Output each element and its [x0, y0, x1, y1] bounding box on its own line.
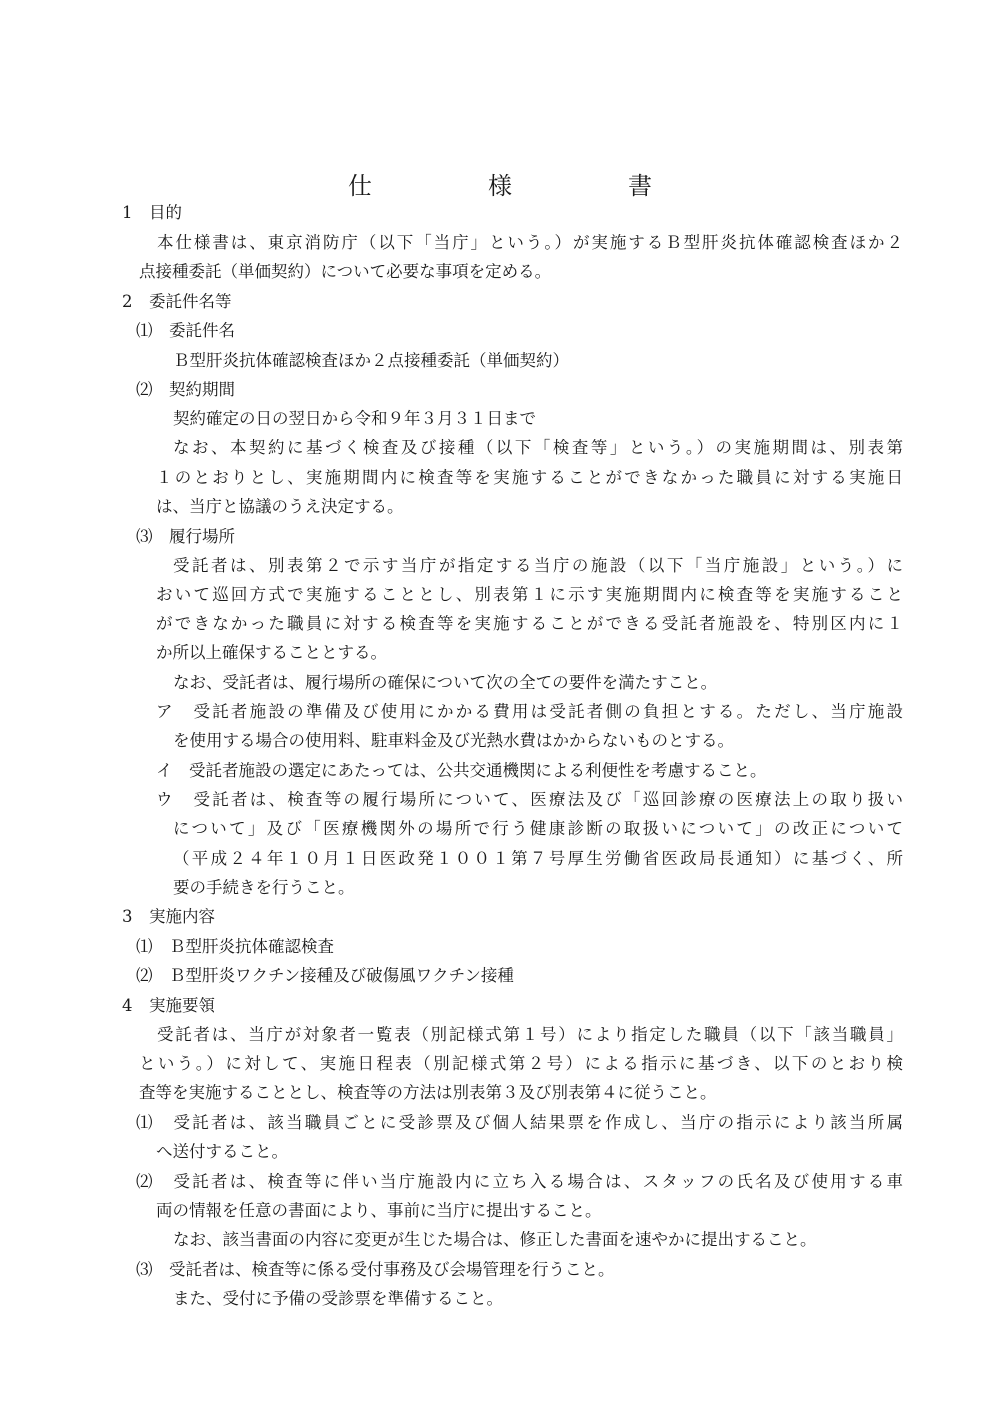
body-line: を使用する場合の使用料、駐車料金及び光熱水費はかからないものとする。: [173, 731, 734, 750]
document-title: [0, 166, 1000, 201]
body-line: Ｂ型肝炎抗体確認検査ほか２点接種委託（単価契約）: [173, 351, 569, 370]
list-item-i: イ 受託者施設の選定にあたっては、公共交通機関による利便性を考慮すること。: [156, 761, 767, 780]
body-line: なお、本契約に基づく検査及び接種（以下「検査等」という。）の実施期間は、別表第: [173, 438, 903, 457]
body-line: か所以上確保することとする。: [156, 643, 387, 662]
body-line: について」及び「医療機関外の場所で行う健康診断の取扱いについて」の改正について: [173, 819, 903, 838]
list-item-u: ウ 受託者は、検査等の履行場所について、医療法及び「巡回診療の医療法上の取り扱い: [156, 790, 903, 809]
section-heading-2: 2 委託件名等: [122, 292, 232, 311]
section-heading-3: 3 実施内容: [122, 907, 215, 926]
body-line: ができなかった職員に対する検査等を実施することができる受託者施設を、特別区内に１: [156, 614, 903, 633]
body-line: 本仕様書は、東京消防庁（以下「当庁」という。）が実施するＢ型肝炎抗体確認検査ほか２: [157, 233, 903, 252]
subsection-heading: ⑴ 委託件名: [136, 321, 235, 340]
body-line: なお、該当書面の内容に変更が生じた場合は、修正した書面を速やかに提出すること。: [173, 1230, 817, 1249]
title-char: 仕: [348, 172, 372, 200]
list-item: ⑴ 受託者は、該当職員ごとに受診票及び個人結果票を作成し、当庁の指示により該当所属: [136, 1113, 903, 1132]
body-line: 受託者は、別表第２で示す当庁が指定する当庁の施設（以下「当庁施設」という。）に: [173, 556, 903, 575]
body-line: おいて巡回方式で実施することとし、別表第１に示す実施期間内に検査等を実施すること: [156, 585, 904, 604]
section-heading-1: 1 目的: [122, 203, 182, 222]
section-heading-4: 4 実施要領: [122, 996, 215, 1015]
list-item-a: ア 受託者施設の準備及び使用にかかる費用は受託者側の負担とする。ただし、当庁施設: [156, 702, 904, 721]
body-line: （平成２４年１０月１日医政発１００１第７号厚生労働省医政局長通知）に基づく、所: [173, 849, 903, 868]
list-item: ⑶ 受託者は、検査等に係る受付事務及び会場管理を行うこと。: [136, 1260, 615, 1279]
title-char: 書: [628, 172, 652, 200]
body-line: 両の情報を任意の書面により、事前に当庁に提出すること。: [156, 1201, 602, 1220]
body-line: なお、受託者は、履行場所の確保について次の全ての要件を満たすこと。: [173, 673, 718, 692]
body-line: また、受付に予備の受診票を準備すること。: [173, 1289, 503, 1308]
subsection-heading: ⑵ Ｂ型肝炎ワクチン接種及び破傷風ワクチン接種: [136, 966, 514, 985]
subsection-heading: ⑴ Ｂ型肝炎抗体確認検査: [136, 937, 334, 956]
body-line: へ送付すること。: [156, 1142, 288, 1161]
body-line: １のとおりとし、実施期間内に検査等を実施することができなかった職員に対する実施日: [156, 468, 904, 487]
body-line: 受託者は、当庁が対象者一覧表（別記様式第１号）により指定した職員（以下「該当職員」: [157, 1025, 903, 1044]
body-line: は、当庁と協議のうえ決定する。: [156, 497, 404, 516]
body-line: 契約確定の日の翌日から令和９年３月３１日まで: [173, 409, 536, 428]
title-char: 様: [488, 172, 512, 200]
body-line: 査等を実施することとし、検査等の方法は別表第３及び別表第４に従うこと。: [139, 1083, 717, 1102]
list-item: ⑵ 受託者は、検査等に伴い当庁施設内に立ち入る場合は、スタッフの氏名及び使用する車: [136, 1172, 904, 1191]
body-line: 要の手続きを行うこと。: [173, 878, 355, 897]
subsection-heading: ⑵ 契約期間: [136, 380, 235, 399]
body-line: 点接種委託（単価契約）について必要な事項を定める。: [139, 262, 552, 281]
body-line: という。）に対して、実施日程表（別記様式第２号）による指示に基づき、以下のとおり検: [139, 1054, 903, 1073]
subsection-heading: ⑶ 履行場所: [136, 527, 235, 546]
